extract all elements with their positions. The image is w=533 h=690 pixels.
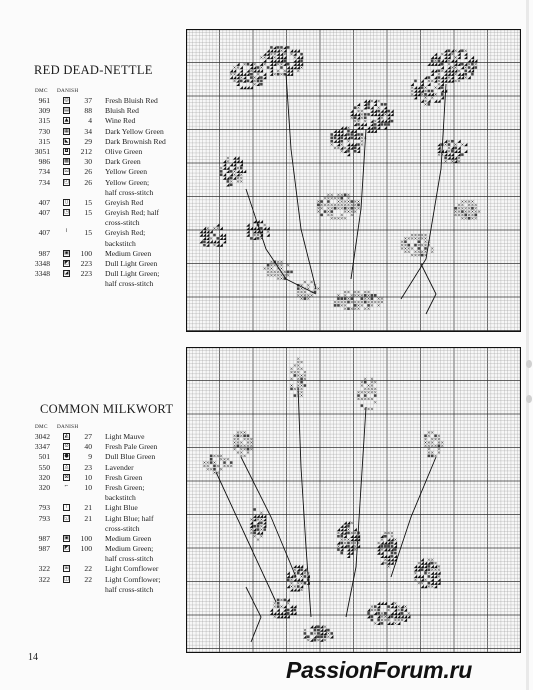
danish-number: 21: [84, 513, 92, 523]
dmc-number: 987: [38, 533, 50, 543]
danish-number: 100: [80, 544, 92, 554]
danish-number: 223: [80, 269, 92, 279]
stitch-cluster: [367, 602, 411, 625]
danish-number: 15: [84, 208, 92, 218]
color-name: half cross-stitch: [105, 584, 154, 594]
color-name: Light Cornflower;: [105, 574, 161, 584]
binding-hole: [526, 360, 532, 368]
dmc-number: 309: [38, 106, 50, 116]
dmc-number: 3348: [34, 259, 50, 268]
stitch-symbol-icon: ◣: [64, 137, 69, 144]
dmc-number: 407: [38, 197, 50, 207]
dmc-number: 3347: [34, 442, 50, 452]
color-name: Dark Green: [105, 157, 141, 167]
danish-number: 22: [84, 574, 92, 584]
stitch-cluster: [246, 220, 269, 240]
stitch-symbol-icon: ◱: [64, 514, 69, 521]
stitch-cluster: [250, 508, 267, 541]
dmc-number: 987: [38, 248, 50, 258]
color-name: cross-stitch: [105, 218, 140, 228]
color-name: Light Blue: [105, 503, 138, 513]
stitch-cluster: [330, 126, 366, 156]
dmc-number: 320: [38, 472, 50, 482]
dmc-number: 315: [38, 116, 50, 126]
stitch-symbol-icon: ▦: [64, 127, 69, 134]
section1-title: RED DEAD-NETTLE: [34, 63, 153, 77]
color-name: Fresh Pale Green: [105, 442, 158, 452]
danish-number: 88: [84, 106, 92, 116]
backstitch-line: [241, 457, 296, 577]
stitch-symbol-icon: ◘: [64, 147, 69, 154]
dmc-number: 730: [38, 126, 50, 136]
page-spine: [526, 0, 529, 690]
color-name: Dull Light Green;: [105, 269, 160, 279]
dmc-number: 407: [38, 228, 50, 238]
danish-number: 100: [80, 533, 92, 543]
common-milkwort-chart: [186, 347, 521, 653]
section2-title: COMMON MILKWORT: [40, 402, 174, 416]
dmc-number: 315: [38, 136, 50, 146]
danish-number: 27: [84, 432, 92, 441]
dmc-number: 501: [38, 452, 50, 462]
backstitch-line: [216, 472, 276, 602]
danish-number: 23: [84, 462, 92, 472]
dmc-number: 3042: [34, 432, 50, 441]
color-name: Yellow Green: [105, 167, 148, 177]
danish-number: 10: [84, 482, 92, 492]
stitch-symbol-icon: ⊡: [64, 168, 69, 175]
page-number: 14: [28, 652, 38, 663]
stitch-symbol-icon: ◎: [64, 97, 69, 103]
color-name: Yellow Green;: [105, 177, 150, 187]
danish-number: 10: [84, 472, 92, 482]
color-name: Medium Green;: [105, 544, 154, 554]
danish-number: 21: [84, 503, 92, 513]
color-name: backstitch: [105, 238, 136, 248]
stitch-symbol-icon: ⊞: [64, 565, 69, 572]
dmc-number: 961: [38, 96, 50, 105]
color-name: Dull Blue Green: [105, 452, 156, 462]
color-name: Fresh Bluish Red: [105, 96, 158, 105]
dmc-number: 793: [38, 503, 50, 513]
stitch-cluster: [220, 156, 246, 186]
backstitch-line: [246, 587, 261, 642]
dmc-number: 3051: [34, 146, 50, 156]
stitch-symbol-icon: ⊠: [64, 473, 69, 480]
red-dead-nettle-chart: [186, 29, 521, 332]
stitch-symbol-icon: ⊙: [64, 443, 69, 450]
stitch-cluster: [260, 46, 304, 76]
stitch-symbol-icon: ◬: [64, 463, 69, 470]
dmc-number: 3348: [34, 269, 50, 279]
danish-column-header: DANISH: [57, 424, 79, 430]
stitch-symbol-icon: ◫: [64, 575, 69, 582]
color-name: Dull Light Green: [105, 259, 158, 268]
color-name: Light Cornflower: [105, 564, 159, 574]
stitch-symbol-icon: ▩: [64, 158, 69, 165]
danish-number: 34: [84, 126, 92, 136]
binding-hole: [526, 395, 532, 403]
danish-number: 15: [84, 197, 92, 207]
danish-number: 15: [84, 228, 92, 238]
danish-number: 26: [84, 177, 92, 187]
stitch-symbol-icon: ◩: [64, 260, 69, 266]
grid-lines: [186, 29, 521, 332]
dmc-number: 550: [38, 462, 50, 472]
danish-number: 212: [80, 146, 92, 156]
danish-number: 9: [88, 452, 92, 462]
dmc-number: 986: [38, 157, 50, 167]
dmc-number: 320: [38, 482, 50, 492]
common-milkwort-grid: [186, 347, 521, 653]
color-name: Greyish Red: [105, 197, 144, 207]
color-name: Dark Brownish Red: [105, 136, 166, 146]
dmc-number: 322: [38, 564, 50, 574]
stitch-symbol-icon: ▲: [64, 117, 69, 124]
color-name: Greyish Red;: [105, 228, 146, 238]
color-name: Fresh Green: [105, 472, 143, 482]
color-name: Greyish Red; half: [105, 208, 159, 218]
color-name: backstitch: [105, 493, 136, 503]
danish-number: 37: [84, 96, 92, 105]
color-name: half cross-stitch: [105, 554, 154, 564]
stitch-symbol-icon: ⊤: [64, 504, 69, 511]
color-name: Medium Green: [105, 248, 152, 258]
danish-number: 26: [84, 167, 92, 177]
color-name: Fresh Green;: [105, 482, 145, 492]
danish-number: 22: [84, 564, 92, 574]
danish-number: 30: [84, 157, 92, 167]
stitch-symbol-icon: ◪: [64, 270, 69, 277]
color-name: Dark Yellow Green: [105, 126, 164, 136]
stitch-symbol-icon: ▣: [64, 249, 69, 256]
grid-lines: [186, 347, 521, 653]
color-name: Wine Red: [105, 116, 136, 126]
stitch-symbol-icon: ◰: [64, 178, 69, 185]
danish-column-header: DANISH: [57, 88, 79, 94]
stitch-symbol-icon: ⌇: [65, 228, 68, 235]
color-name: half cross-stitch: [105, 279, 154, 289]
color-name: cross-stitch: [105, 523, 140, 533]
stitch-symbol-icon: ◭: [64, 433, 69, 439]
stitch-symbol-icon: ▯: [63, 199, 70, 206]
color-name: Light Blue; half: [105, 513, 154, 523]
stitch-cluster: [303, 625, 333, 642]
dmc-number: 793: [38, 513, 50, 523]
dmc-number: 407: [38, 208, 50, 218]
color-name: Light Mauve: [105, 432, 145, 441]
dmc-number: 987: [38, 544, 50, 554]
stitch-symbol-icon: ▣: [64, 534, 69, 541]
dmc-column-header: DMC: [35, 424, 48, 430]
color-name: Lavender: [105, 462, 134, 472]
danish-number: 29: [84, 136, 92, 146]
danish-number: 100: [80, 248, 92, 258]
stitch-symbol-icon: ◩: [64, 545, 69, 552]
danish-number: 223: [80, 259, 92, 268]
danish-number: 40: [84, 442, 92, 452]
stitch-symbol-icon: ●: [64, 453, 69, 460]
stitch-cluster: [410, 76, 447, 106]
watermark: PassionForum.ru: [286, 657, 473, 683]
stitch-symbol-icon: ◳: [64, 209, 69, 216]
backstitch-line: [346, 407, 366, 617]
stitch-symbol-icon: ▤: [64, 107, 69, 114]
dmc-number: 734: [38, 177, 50, 187]
color-name: half cross-stitch: [105, 187, 154, 197]
color-name: Bluish Red: [105, 106, 139, 116]
dmc-column-header: DMC: [35, 88, 48, 94]
dmc-number: 734: [38, 167, 50, 177]
stitch-symbol-icon: ⌐: [64, 482, 69, 489]
danish-number: 4: [88, 116, 92, 126]
dmc-number: 322: [38, 574, 50, 584]
color-name: Medium Green: [105, 533, 152, 543]
red-dead-nettle-grid: [186, 29, 521, 332]
color-name: Olive Green: [105, 146, 143, 156]
